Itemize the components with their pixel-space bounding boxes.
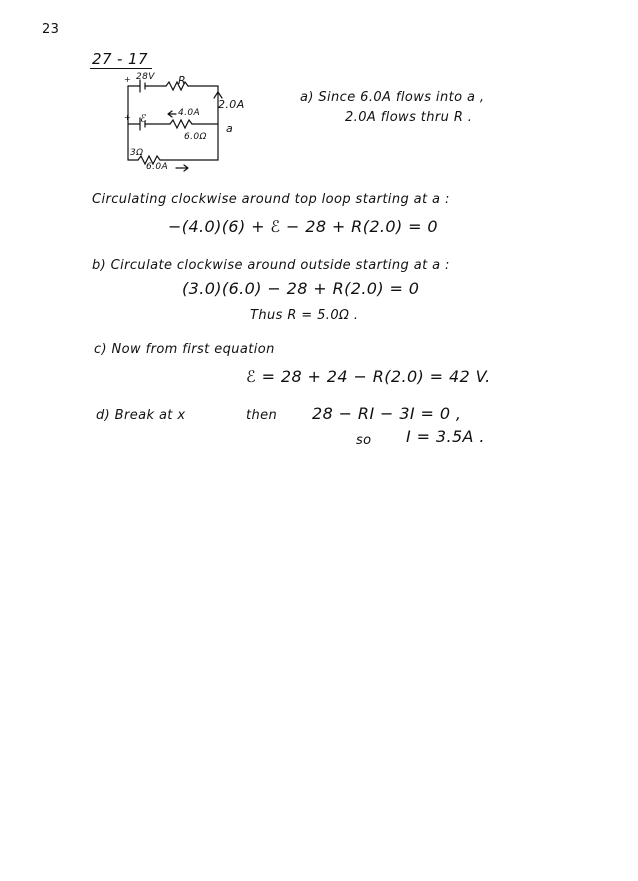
label-node-a: a: [226, 122, 234, 135]
part-d-equation: 28 − RI − 3I = 0 ,: [312, 404, 462, 423]
part-b-result: Thus R = 5.0Ω .: [250, 308, 359, 323]
problem-underline: [90, 68, 152, 69]
part-b-heading: b) Circulate clockwise around outside starting at a :: [92, 258, 450, 273]
label-3ohm: 3Ω: [130, 148, 144, 158]
label-6a: 6.0A: [146, 162, 169, 172]
top-loop-equation: −(4.0)(6) + ℰ − 28 + R(2.0) = 0: [168, 217, 438, 236]
label-r: R: [178, 74, 187, 87]
arrow-4a: [168, 111, 176, 117]
part-d-result: I = 3.5A .: [406, 427, 485, 446]
part-c-equation: ℰ = 28 + 24 − R(2.0) = 42 V.: [246, 367, 491, 386]
problem-number: 27 - 17: [92, 50, 148, 68]
part-b-equation: (3.0)(6.0) − 28 + R(2.0) = 0: [182, 279, 420, 298]
page-number: 23: [42, 22, 60, 37]
label-emf: ℰ: [140, 112, 148, 125]
part-d-label: d) Break at x: [96, 408, 186, 423]
part-c-heading: c) Now from first equation: [94, 342, 275, 357]
label-28v: 28V: [136, 72, 155, 82]
svg-text:+: +: [124, 113, 131, 122]
part-d-so: so: [356, 433, 372, 448]
part-d-then: then: [246, 408, 278, 423]
part-a-line1: a) Since 6.0A flows into a ,: [300, 90, 485, 105]
svg-text:+: +: [124, 75, 131, 84]
part-a-line2: 2.0A flows thru R .: [345, 110, 473, 125]
label-4a: 4.0A: [178, 108, 201, 118]
resistor-6ohm: [170, 120, 192, 128]
label-6ohm: 6.0Ω: [184, 132, 207, 142]
label-2a: 2.0A: [218, 98, 245, 111]
arrow-6a: [176, 165, 188, 171]
top-loop-heading: Circulating clockwise around top loop starting at a :: [92, 192, 450, 207]
circuit-diagram: [118, 70, 258, 180]
